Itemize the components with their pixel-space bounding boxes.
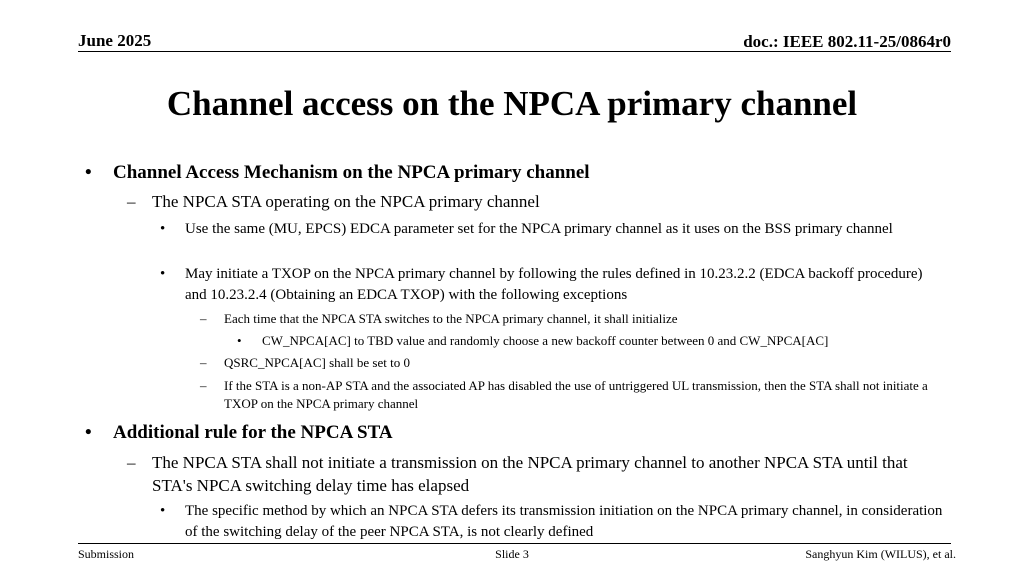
list-item-initiate-txop [160, 264, 945, 306]
footer-slide-number: Slide 3 [495, 547, 529, 561]
list-item-text: May initiate a TXOP on the NPCA primary channel by following the rules defined in 10.23.2.2 (EDCA backoff procedure) and 10.23.2.4 (Obtaining an EDCA TXOP) with the following exceptions [185, 266, 923, 303]
bullet-marker: • [160, 503, 166, 519]
section-heading-text: Additional rule for the NPCA STA [113, 422, 393, 443]
footer-submission: Submission [78, 547, 135, 561]
exception-item-untriggered-ul [200, 377, 944, 413]
list-item-edca-parameter-set [160, 219, 945, 240]
section-heading-additional-rule [85, 421, 943, 445]
bullet-marker: • [85, 422, 92, 443]
bullet-marker: • [237, 333, 242, 348]
exception-item-text: QSRC_NPCA[AC] shall be set to 0 [224, 355, 410, 370]
exception-item-qsrc [200, 354, 944, 372]
exception-item-text: If the STA is a non-AP STA and the associated AP has disabled the use of untriggered UL transmission, then the STA shall not initiate a TXOP on the NPCA primary channel [224, 378, 928, 411]
dash-marker: – [200, 378, 207, 393]
slide-title: Channel access on the NPCA primary channel [166, 84, 858, 123]
bullet-marker: • [160, 266, 166, 282]
dash-marker: – [127, 192, 136, 211]
bullet-marker: • [160, 221, 166, 237]
dash-marker: – [200, 311, 207, 326]
section-heading-channel-access [85, 161, 943, 185]
list-item-text: Use the same (MU, EPCS) EDCA parameter set for the NPCA primary channel as it uses on the BSS primary channel [185, 221, 893, 237]
footer-author: Sanghyun Kim (WILUS), et al. [805, 547, 956, 561]
sub-bullet-text: The NPCA STA operating on the NPCA primary channel [152, 192, 540, 211]
bullet-marker: • [85, 162, 92, 183]
sub-bullet-shall-not-initiate [127, 451, 912, 497]
exception-item-text: Each time that the NPCA STA switches to the NPCA primary channel, it shall initialize [224, 311, 678, 326]
sub-bullet-text: The NPCA STA shall not initiate a transmission on the NPCA primary channel to another NPCA STA until that STA's NPCA switching delay time has elapsed [152, 453, 908, 495]
list-item-specific-method [160, 501, 950, 543]
header-doc-id: doc.: IEEE 802.11-25/0864r0 [743, 32, 951, 51]
footer-divider [78, 543, 951, 544]
init-detail-text: CW_NPCA[AC] to TBD value and randomly choose a new backoff counter between 0 and CW_NPCA[AC] [262, 333, 829, 348]
list-item-text: The specific method by which an NPCA STA defers its transmission initiation on the NPCA primary channel, in consideration of the switching delay of the peer NPCA STA, is not clearly defined [185, 503, 943, 540]
section-heading-text: Channel Access Mechanism on the NPCA primary channel [113, 162, 590, 183]
sub-bullet-npca-sta-operating [127, 190, 942, 213]
header-divider [78, 51, 951, 52]
init-detail-cw-npca [237, 332, 942, 350]
exception-item-initialize [200, 310, 944, 328]
dash-marker: – [127, 453, 136, 472]
header-date: June 2025 [78, 31, 152, 50]
dash-marker: – [200, 355, 207, 370]
